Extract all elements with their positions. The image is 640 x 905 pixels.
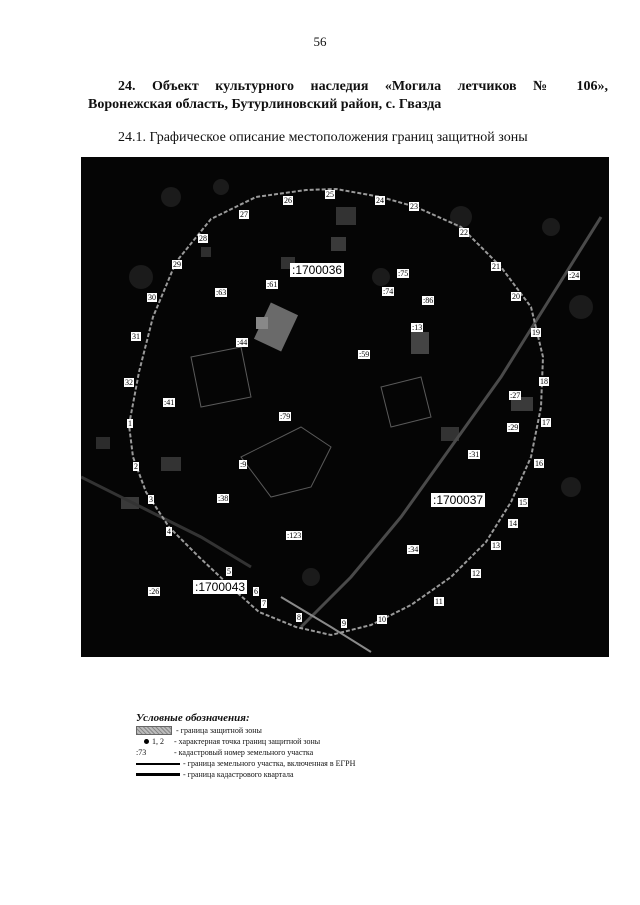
parcel-label: :31 xyxy=(469,450,480,459)
map-legend xyxy=(136,713,436,780)
point-label: 20 xyxy=(512,292,520,301)
point-label: 16 xyxy=(535,459,543,468)
legend-point-row xyxy=(136,736,436,747)
parcel-label: :75 xyxy=(398,269,409,278)
cad-marker: :73 xyxy=(136,747,147,757)
point-label: 2 xyxy=(134,462,138,471)
page-number: 56 xyxy=(313,34,327,49)
point-dot-icon xyxy=(144,739,149,744)
parcel-label: :34 xyxy=(408,545,419,554)
legend-parcel-row xyxy=(136,758,436,769)
point-label: 28 xyxy=(199,234,207,243)
point-label: 25 xyxy=(326,190,334,199)
legend-zone-row xyxy=(136,725,436,736)
point-label: 13 xyxy=(492,541,500,550)
legend-cad-text: - кадастровый номер земельного участка xyxy=(174,747,314,757)
point-label: 29 xyxy=(173,260,181,269)
point-label: 21 xyxy=(492,262,500,271)
point-label: 5 xyxy=(227,567,231,576)
cadastral-quarter-label: :1700037 xyxy=(433,493,484,507)
point-label: 14 xyxy=(509,519,517,528)
parcel-label: :74 xyxy=(383,287,394,296)
parcel-label: :38 xyxy=(218,494,229,503)
parcel-label: :63 xyxy=(216,288,227,297)
zone-swatch-icon xyxy=(136,726,172,735)
parcel-label: :61 xyxy=(267,280,278,289)
point-label: 18 xyxy=(540,377,548,386)
point-label: 23 xyxy=(410,202,418,211)
point-marker xyxy=(136,737,170,747)
quarter-line-icon xyxy=(136,773,180,776)
point-label: 32 xyxy=(125,378,133,387)
cadastral-quarter-label: :1700043 xyxy=(195,580,246,594)
document-heading xyxy=(88,78,608,114)
parcel-label: :41 xyxy=(164,398,175,407)
parcel-label: :26 xyxy=(149,587,160,596)
point-label: 8 xyxy=(297,613,301,622)
point-label: 1 xyxy=(128,419,132,428)
legend-quarter-row xyxy=(136,769,436,780)
point-label: 19 xyxy=(532,328,540,337)
parcel-label: :24 xyxy=(569,271,580,280)
point-label: 24 xyxy=(376,196,384,205)
parcel-label: :44 xyxy=(237,338,248,347)
point-label: 3 xyxy=(149,495,153,504)
parcel-label: :13 xyxy=(412,323,423,332)
point-marker-text: 1, 2 xyxy=(152,736,164,746)
parcel-label: :79 xyxy=(280,412,291,421)
point-label: 11 xyxy=(435,597,443,606)
legend-parcel-text: - граница земельного участка, включенная в ЕГРН xyxy=(183,758,356,768)
point-label: 17 xyxy=(542,418,550,427)
point-label: 27 xyxy=(240,210,248,219)
section-subheading: 24.1. Графическое описание местоположения границ защитной зоны xyxy=(118,130,528,145)
legend-point-text: - характерная точка границ защитной зоны xyxy=(174,736,321,746)
point-label: 10 xyxy=(378,615,386,624)
point-label: 22 xyxy=(460,228,468,237)
heading-line-2: Воронежская область, Бутурлиновский район, с. Гвазда xyxy=(88,97,442,112)
point-label: 9 xyxy=(342,619,346,628)
map-imagery xyxy=(81,157,609,657)
point-label: 15 xyxy=(519,498,527,507)
legend-title: Условные обозначения: xyxy=(136,712,250,724)
parcel-label: :29 xyxy=(508,423,519,432)
parcel-label: :86 xyxy=(423,296,434,305)
point-label: 6 xyxy=(254,587,258,596)
heading-line-1: 24. Объект культурного наследия «Могила летчиков № 106», xyxy=(118,79,608,94)
point-label: 30 xyxy=(148,293,156,302)
parcel-label: :59 xyxy=(359,350,370,359)
point-label: 26 xyxy=(284,196,292,205)
parcel-line-icon xyxy=(136,763,180,765)
point-label: 12 xyxy=(472,569,480,578)
parcel-label: :9 xyxy=(240,460,247,469)
satellite-map xyxy=(81,157,609,657)
legend-zone-text: - граница защитной зоны xyxy=(176,725,262,735)
point-label: 7 xyxy=(262,599,266,608)
point-label: 31 xyxy=(132,332,140,341)
point-label: 4 xyxy=(167,527,171,536)
legend-cad-row xyxy=(136,747,436,758)
cadastral-quarter-label: :1700036 xyxy=(292,263,343,277)
parcel-label: :27 xyxy=(510,391,521,400)
parcel-label: :123 xyxy=(287,531,302,540)
legend-quarter-text: - граница кадастрового квартала xyxy=(183,769,294,779)
